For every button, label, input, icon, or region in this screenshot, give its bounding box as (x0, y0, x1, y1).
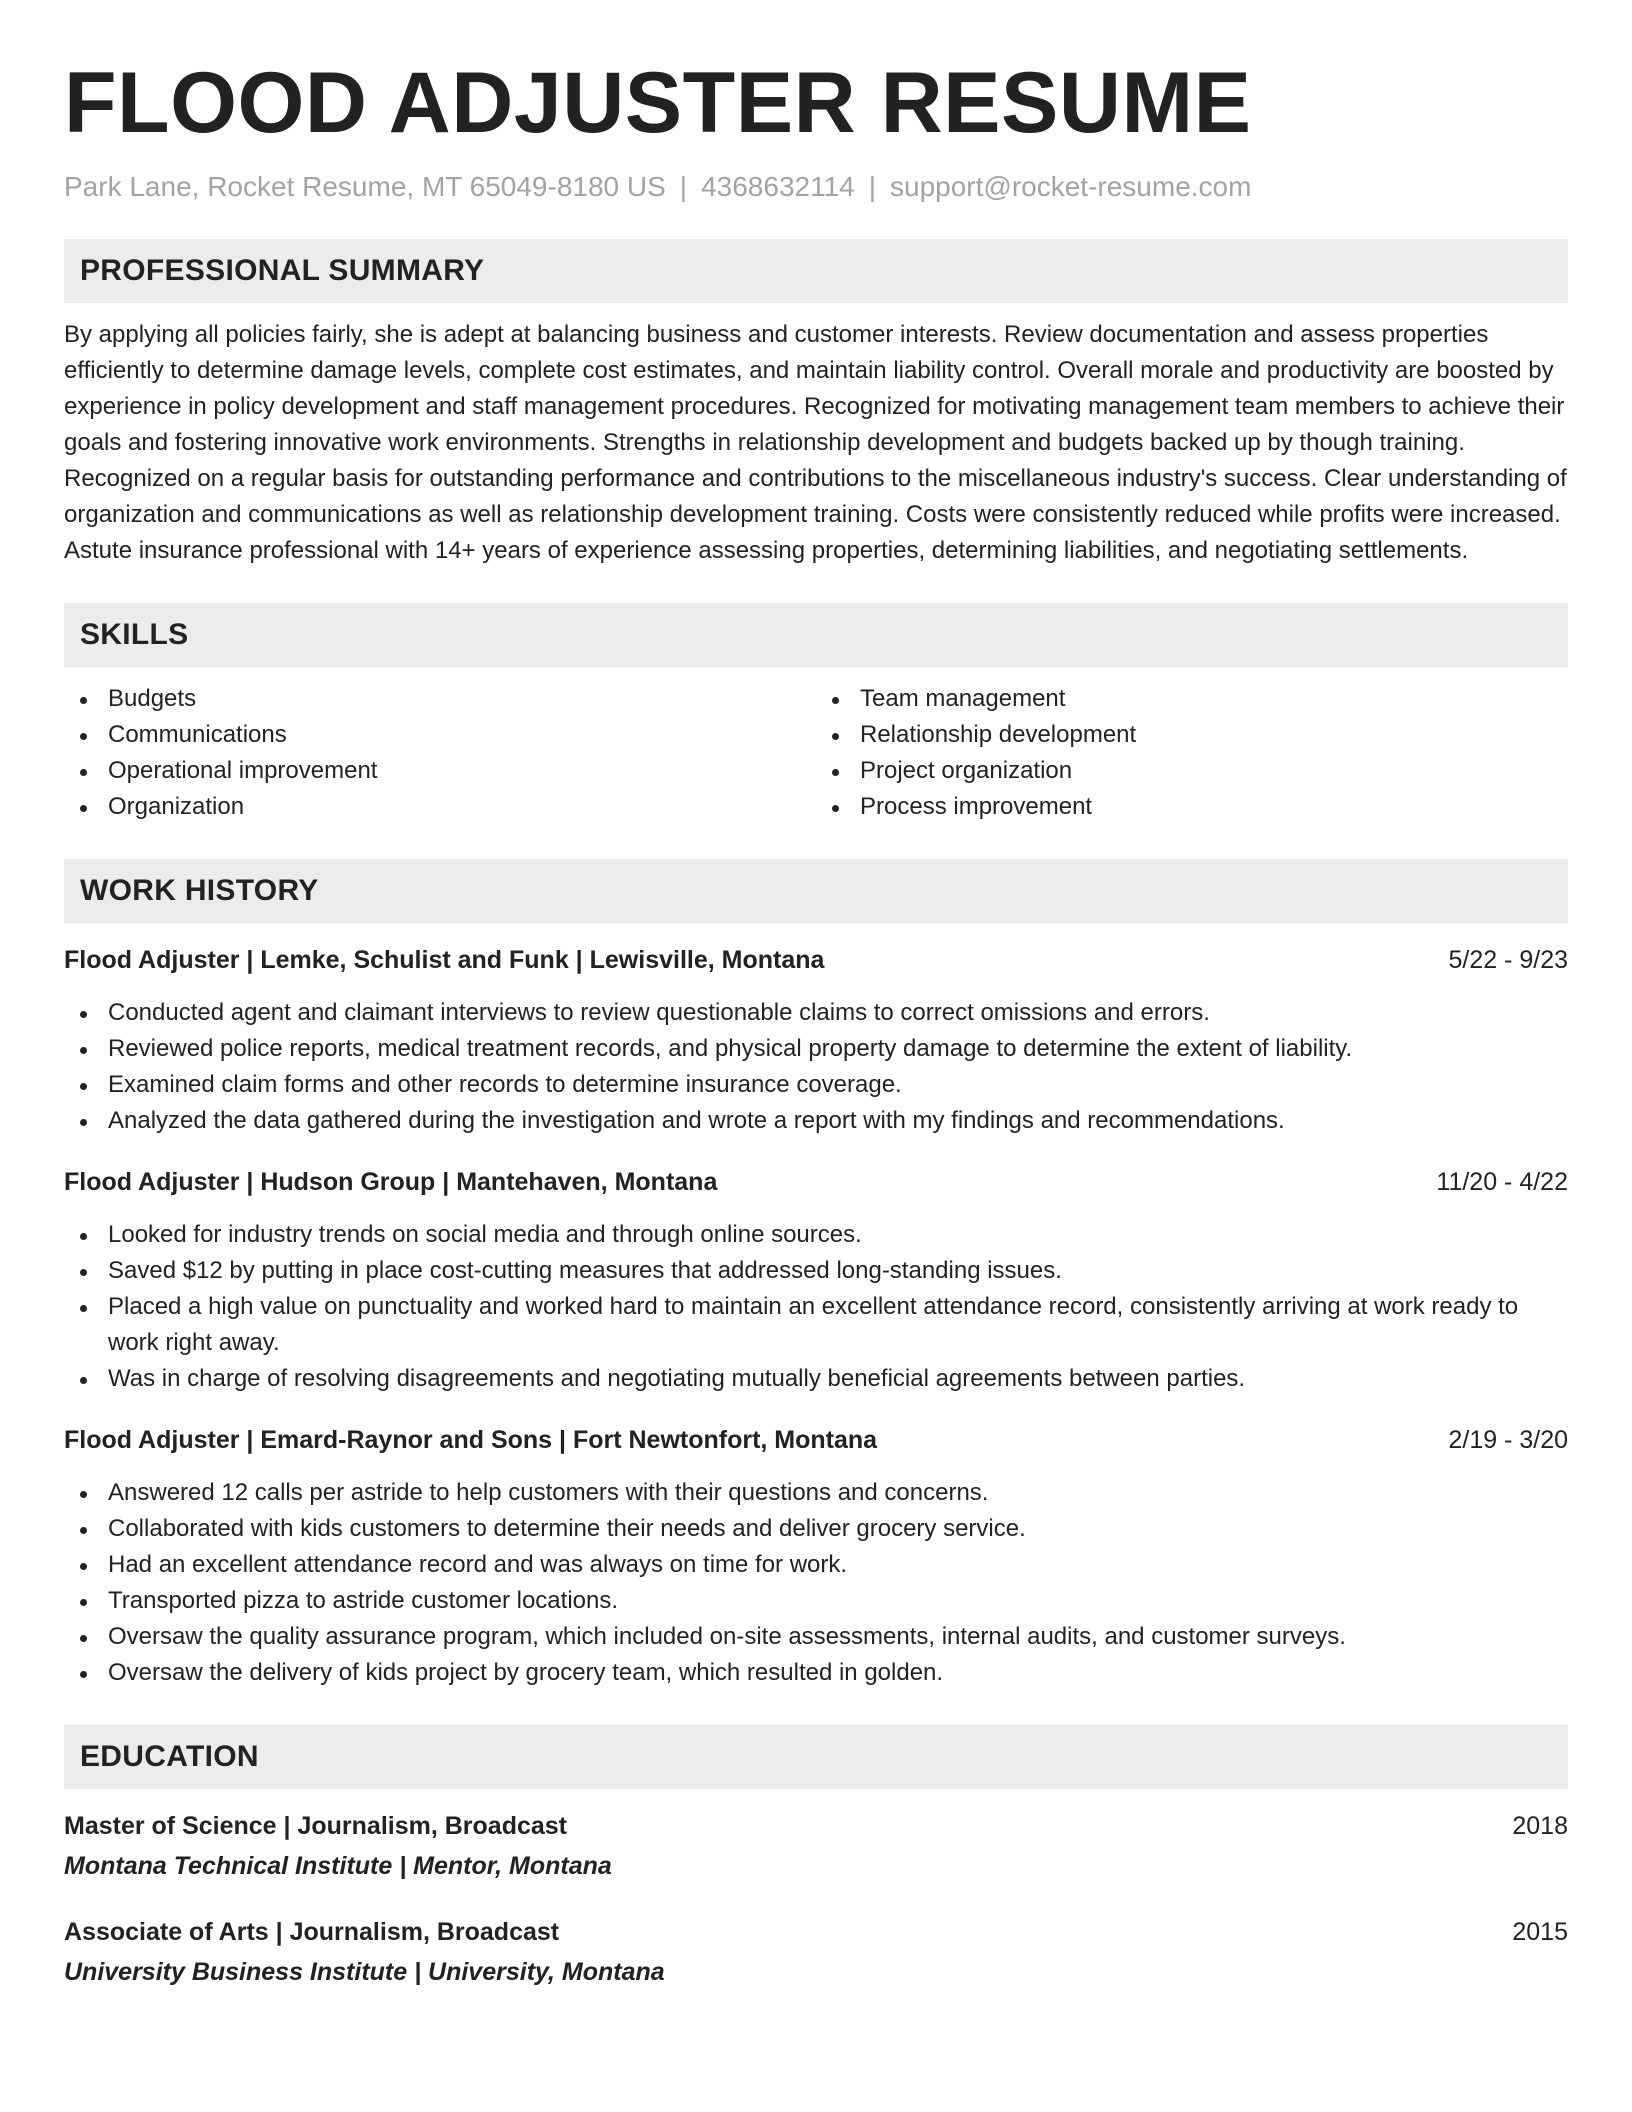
education-school: Montana Technical Institute | Mentor, Montana (64, 1851, 612, 1880)
job-bullet: Transported pizza to astride customer locations. (64, 1583, 1568, 1619)
skills-column-right (816, 681, 1568, 825)
job-dates: 5/22 - 9/23 (1448, 945, 1568, 974)
job-bullet: Placed a high value on punctuality and worked hard to maintain an excellent attendance record, consistently arriving at work ready to work right away. (64, 1289, 1568, 1361)
job-bullet: Oversaw the quality assurance program, which included on-site assessments, internal audits, and customer surveys. (64, 1619, 1568, 1655)
job-bullet: Looked for industry trends on social media and through online sources. (64, 1217, 1568, 1253)
skill-item: Budgets (64, 681, 816, 717)
contact-separator: | (868, 170, 877, 202)
job-bullet: Conducted agent and claimant interviews to review questionable claims to correct omissions and errors. (64, 995, 1568, 1031)
job-header (64, 941, 1568, 979)
skills-heading: SKILLS (64, 603, 1568, 667)
education-header (64, 1913, 1568, 1951)
job-dates: 11/20 - 4/22 (1436, 1167, 1568, 1196)
education-degree: Master of Science | Journalism, Broadcast (64, 1811, 568, 1840)
skills-section (64, 603, 1568, 825)
education-entry (64, 1913, 1568, 1991)
contact-phone: 4368632114 (701, 170, 855, 202)
skill-item: Organization (64, 789, 816, 825)
job-dates: 2/19 - 3/20 (1448, 1425, 1568, 1454)
job-entry (64, 1421, 1568, 1691)
job-bullet: Was in charge of resolving disagreements and negotiating mutually beneficial agreements between parties. (64, 1361, 1568, 1397)
skills-column-left (64, 681, 816, 825)
education-entry (64, 1807, 1568, 1885)
education-year: 2015 (1512, 1917, 1568, 1946)
job-bullets (64, 995, 1568, 1139)
job-header (64, 1163, 1568, 1201)
summary-text: By applying all policies fairly, she is adept at balancing business and customer interests. Review documentation and assess properties efficiently to determine damage levels, complete cost estimates, and maintain liability control. Overall morale and productivity are boosted by experience in policy development and staff management procedures. Recognized for motivating management team members to achieve their goals and fostering innovative work environments. Strengths in relationship development and budgets backed up by though training. Recognized on a regular basis for outstanding performance and contributions to the miscellaneous industry's success. Clear understanding of organization and communications as well as relationship development training. Costs were consistently reduced while profits were increased. Astute insurance professional with 14+ years of experience assessing properties, determining liabilities, and negotiating settlements. (64, 320, 1567, 564)
job-bullet: Answered 12 calls per astride to help customers with their questions and concerns. (64, 1475, 1568, 1511)
job-bullet: Had an excellent attendance record and was always on time for work. (64, 1547, 1568, 1583)
education-degree: Associate of Arts | Journalism, Broadcast (64, 1917, 560, 1946)
skills-grid (64, 681, 1568, 825)
education-school: University Business Institute | University, Montana (64, 1957, 665, 1986)
job-entry (64, 1163, 1568, 1397)
education-section (64, 1725, 1568, 1991)
job-title: Flood Adjuster | Hudson Group | Mantehaven, Montana (64, 1167, 718, 1196)
job-bullets (64, 1475, 1568, 1691)
education-heading: EDUCATION (64, 1725, 1568, 1789)
skill-item: Communications (64, 717, 816, 753)
work-history-heading: WORK HISTORY (64, 859, 1568, 923)
education-header (64, 1807, 1568, 1845)
summary-section (64, 239, 1568, 569)
job-bullet: Collaborated with kids customers to determine their needs and deliver grocery service. (64, 1511, 1568, 1547)
job-title: Flood Adjuster | Lemke, Schulist and Funk | Lewisville, Montana (64, 945, 825, 974)
contact-separator: | (679, 170, 688, 202)
skill-item: Process improvement (816, 789, 1568, 825)
contact-line (64, 169, 1568, 205)
work-history-section (64, 859, 1568, 1691)
job-bullet: Saved $12 by putting in place cost-cutting measures that addressed long-standing issues. (64, 1253, 1568, 1289)
job-bullet: Reviewed police reports, medical treatment records, and physical property damage to determine the extent of liability. (64, 1031, 1568, 1067)
contact-address: Park Lane, Rocket Resume, MT 65049-8180 US (64, 170, 666, 202)
job-bullet: Oversaw the delivery of kids project by grocery team, which resulted in golden. (64, 1655, 1568, 1691)
skill-item: Team management (816, 681, 1568, 717)
job-bullet: Analyzed the data gathered during the investigation and wrote a report with my findings and recommendations. (64, 1103, 1568, 1139)
education-year: 2018 (1512, 1811, 1568, 1840)
skill-item: Relationship development (816, 717, 1568, 753)
contact-email: support@rocket-resume.com (890, 170, 1252, 202)
job-bullet: Examined claim forms and other records to determine insurance coverage. (64, 1067, 1568, 1103)
summary-heading: PROFESSIONAL SUMMARY (64, 239, 1568, 303)
resume-title: FLOOD ADJUSTER RESUME (64, 55, 1252, 151)
skill-item: Operational improvement (64, 753, 816, 789)
job-bullets (64, 1217, 1568, 1397)
skill-item: Project organization (816, 753, 1568, 789)
job-header (64, 1421, 1568, 1459)
job-title: Flood Adjuster | Emard-Raynor and Sons | Fort Newtonfort, Montana (64, 1425, 878, 1454)
job-entry (64, 941, 1568, 1139)
